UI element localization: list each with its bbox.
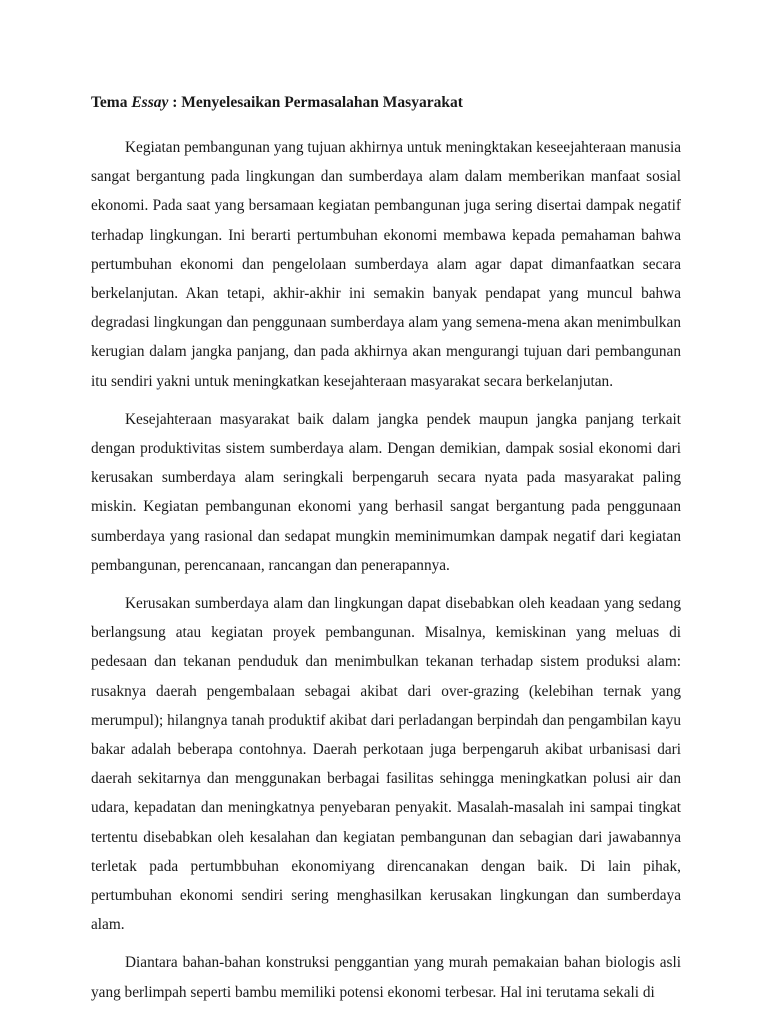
- paragraph-2: Kesejahteraan masyarakat baik dalam jangka pendek maupun jangka panjang terkait dengan produktivitas sistem sumberdaya alam. Dengan demikian, dampak sosial ekonomi dari kerusakan sumberdaya alam seringkali berpengaruh secara nyata pada masyarakat paling miskin. Kegiatan pembangunan ekonomi yang berhasil sangat bergantung pada penggunaan sumberdaya yang rasional dan sedapat mungkin meminimumkan dampak negatif dari kegiatan pembangunan, perencanaan, rancangan dan penerapannya.: [91, 410, 681, 574]
- document-body: [91, 92, 681, 1016]
- title-suffix: : Menyelesaikan Permasalahan Masyarakat: [168, 94, 463, 111]
- paragraph-1: Kegiatan pembangunan yang tujuan akhirnya untuk meningktakan keseejahteraan manusia sangat bergantung pada lingkungan dan sumberdaya alam dalam memberikan manfaat sosial ekonomi. Pada saat yang bersamaan kegiatan pembangunan juga sering disertai dampak negatif terhadap lingkungan. Ini berarti pertumbuhan ekonomi membawa kepada pemahaman bahwa pertumbuhan ekonomi dan pengelolaan sumberdaya alam agar dapat dimanfaatkan secara berkelanjutan. Akan tetapi, akhir-akhir ini semakin banyak pendapat yang muncul bahwa degradasi lingkungan dan penggunaan sumberdaya alam yang semena-mena akan menimbulkan kerugian dalam jangka panjang, dan pada akhirnya akan mengurangi tujuan dari pembangunan itu sendiri yakni untuk meningkatkan kesejahteraan masyarakat secara berkelanjutan.: [91, 139, 681, 390]
- document-title: [91, 92, 681, 114]
- title-prefix: Tema: [91, 94, 132, 111]
- title-italic-word: Essay: [131, 94, 169, 111]
- paragraph-3: Kerusakan sumberdaya alam dan lingkungan dapat disebabkan oleh keadaan yang sedang berlangsung atau kegiatan proyek pembangunan. Misalnya, kemiskinan yang meluas di pedesaan dan tekanan penduduk dan menimbulkan tekanan terhadap sistem produksi alam: rusaknya daerah pengembalaan sebagai akibat dari over-grazing (kelebihan ternak yang merumpul); hilangnya tanah produktif akibat dari perladangan berpindah dan pengambilan kayu bakar adalah beberapa contohnya. Daerah perkotaan juga berpengaruh akibat urbanisasi dari daerah sekitarnya dan menggunakan berbagai fasilitas sehingga meningkatkan polusi air dan udara, kepadatan dan meningkatnya penyebaran penyakit. Masalah-masalah ini sampai tingkat tertentu disebabkan oleh kesalahan dan kegiatan pembangunan dan sebagian dari jawabannya terletak pada pertumbbuhan ekonomiyang direncanakan dengan baik. Di lain pihak, pertumbuhan ekonomi sendiri sering menghasilkan kerusakan lingkungan dan sumberdaya alam.: [91, 595, 681, 934]
- paragraph-4: Diantara bahan-bahan konstruksi penggantian yang murah pemakaian bahan biologis asli yang berlimpah seperti bambu memiliki potensi ekonomi terbesar. Hal ini terutama sekali di: [91, 954, 681, 1001]
